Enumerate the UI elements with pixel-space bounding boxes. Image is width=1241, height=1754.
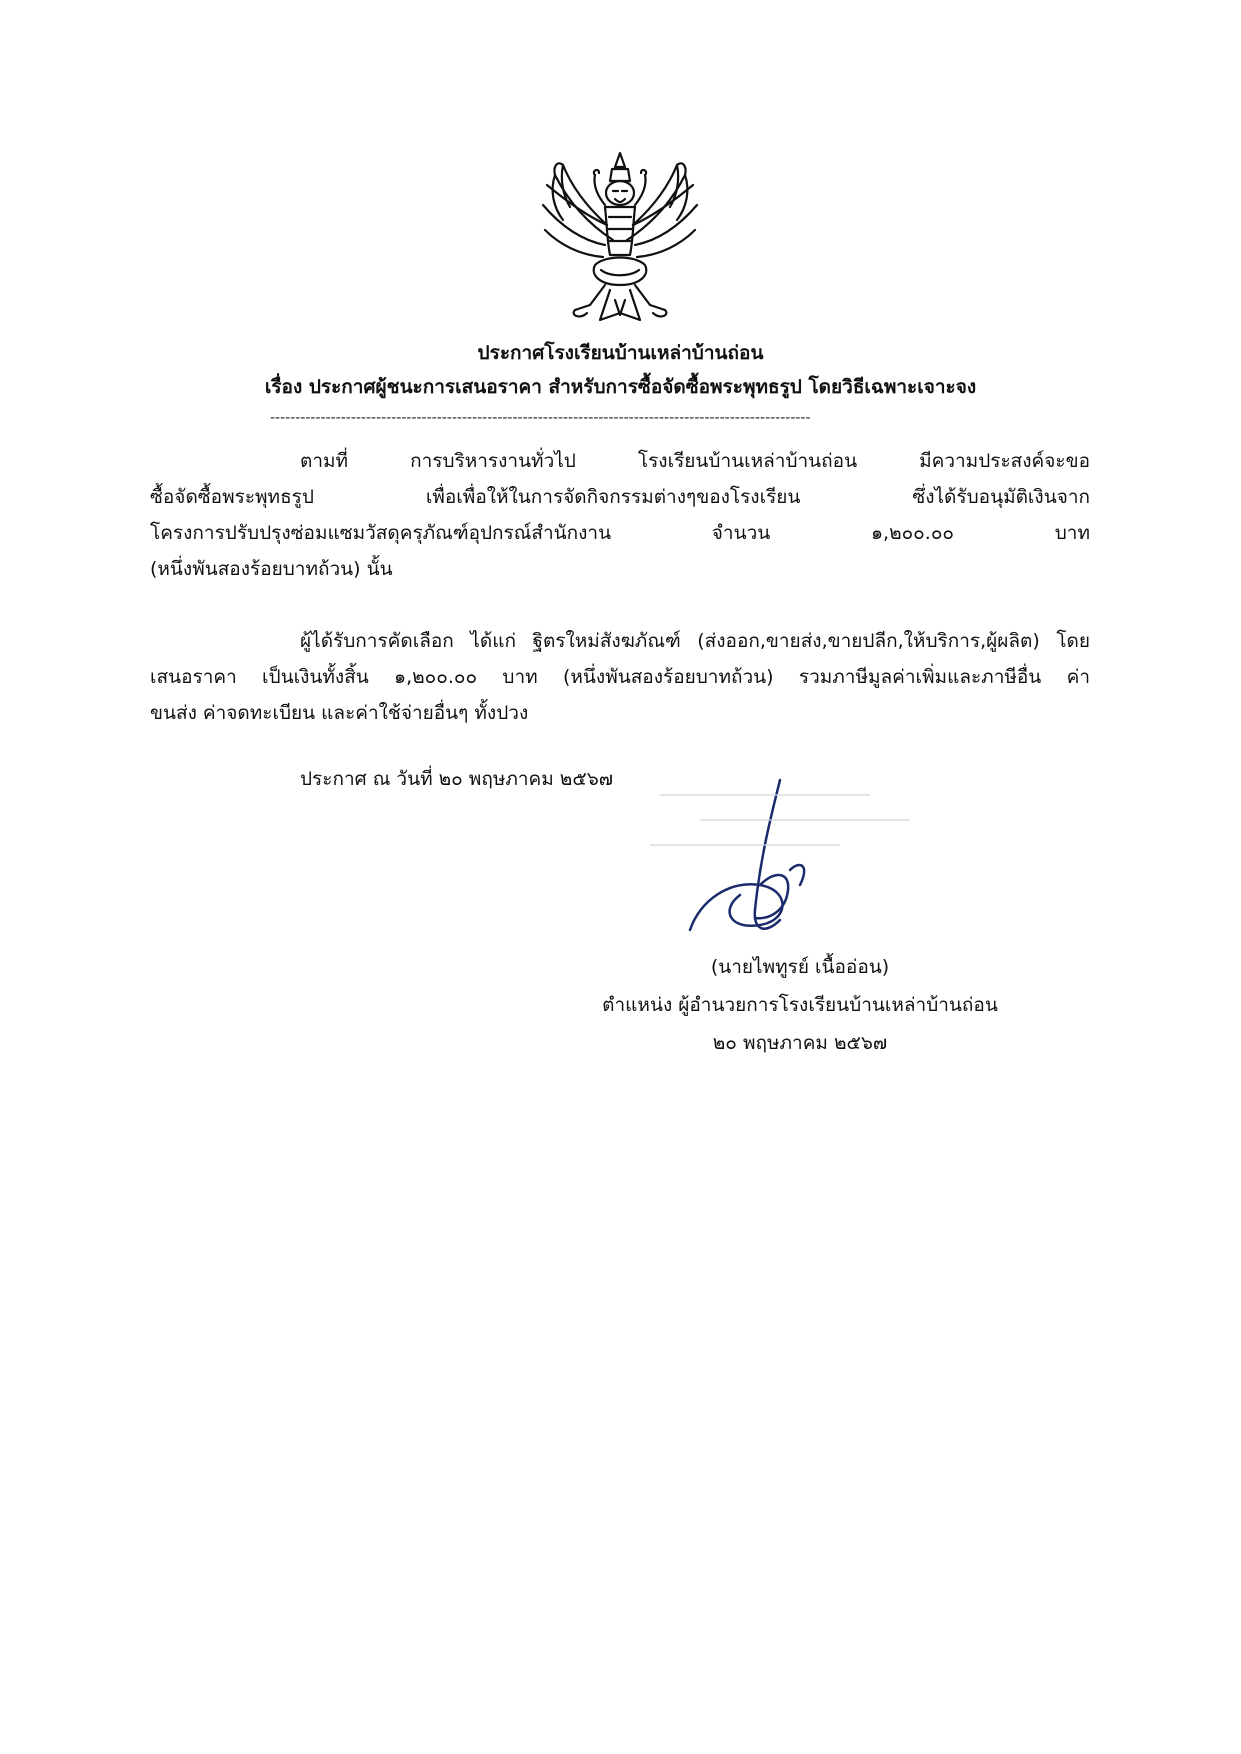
para2-line-1: ผู้ได้รับการคัดเลือก ได้แก่ ฐิตรใหม่สังฆภัณฑ์ (ส่งออก,ขายส่ง,ขายปลีก,ให้บริการ,ผู้ผลิต) โดย xyxy=(300,630,1090,652)
announce-date: ประกาศ ณ วันที่ ๒๐ พฤษภาคม ๒๕๖๗ xyxy=(300,768,614,790)
announcement-title: ประกาศโรงเรียนบ้านเหล่าบ้านถ่อน xyxy=(477,342,764,364)
para2-line-2: เสนอราคา เป็นเงินทั้งสิ้น ๑,๒๐๐.๐๐ บาท (หนึ่งพันสองร้อยบาทถ้วน) รวมภาษีมูลค่าเพิ่มและภาษีอื่น ค่า xyxy=(150,666,1090,688)
garuda-emblem-icon xyxy=(535,145,705,330)
para1-line-3: โครงการปรับปรุงซ่อมแซมวัสดุครุภัณฑ์อุปกรณ์สำนักงาน จำนวน ๑,๒๐๐.๐๐ บาท xyxy=(150,522,1090,544)
para2-line-3: ขนส่ง ค่าจดทะเบียน และค่าใช้จ่ายอื่นๆ ทั้งปวง xyxy=(150,702,529,724)
signatory-position: ตำแหน่ง ผู้อำนวยการโรงเรียนบ้านเหล่าบ้านถ่อน xyxy=(602,994,998,1016)
signatory-name: (นายไพทูรย์ เนื้ออ่อน) xyxy=(710,956,890,978)
para1-line-4: (หนึ่งพันสองร้อยบาทถ้วน) นั้น xyxy=(150,558,393,580)
signature-date: ๒๐ พฤษภาคม ๒๕๖๗ xyxy=(712,1032,888,1054)
announcement-subject: เรื่อง ประกาศผู้ชนะการเสนอราคา สำหรับการซื้อจัดซื้อพระพุทธรูป โดยวิธีเฉพาะเจาะจง xyxy=(264,376,977,398)
para1-line-1: ตามที่ การบริหารงานทั่วไป โรงเรียนบ้านเหล่าบ้านถ่อน มีความประสงค์จะขอ xyxy=(300,450,1090,472)
divider-line: ----------------------------------------------------------------------------------------------------------- xyxy=(270,410,811,426)
para1-line-2: ซื้อจัดซื้อพระพุทธรูป เพื่อเพื่อให้ในการจัดกิจกรรมต่างๆของโรงเรียน ซึ่งได้รับอนุมัติเงินจาก xyxy=(150,486,1090,508)
handwritten-signature xyxy=(640,760,1040,950)
